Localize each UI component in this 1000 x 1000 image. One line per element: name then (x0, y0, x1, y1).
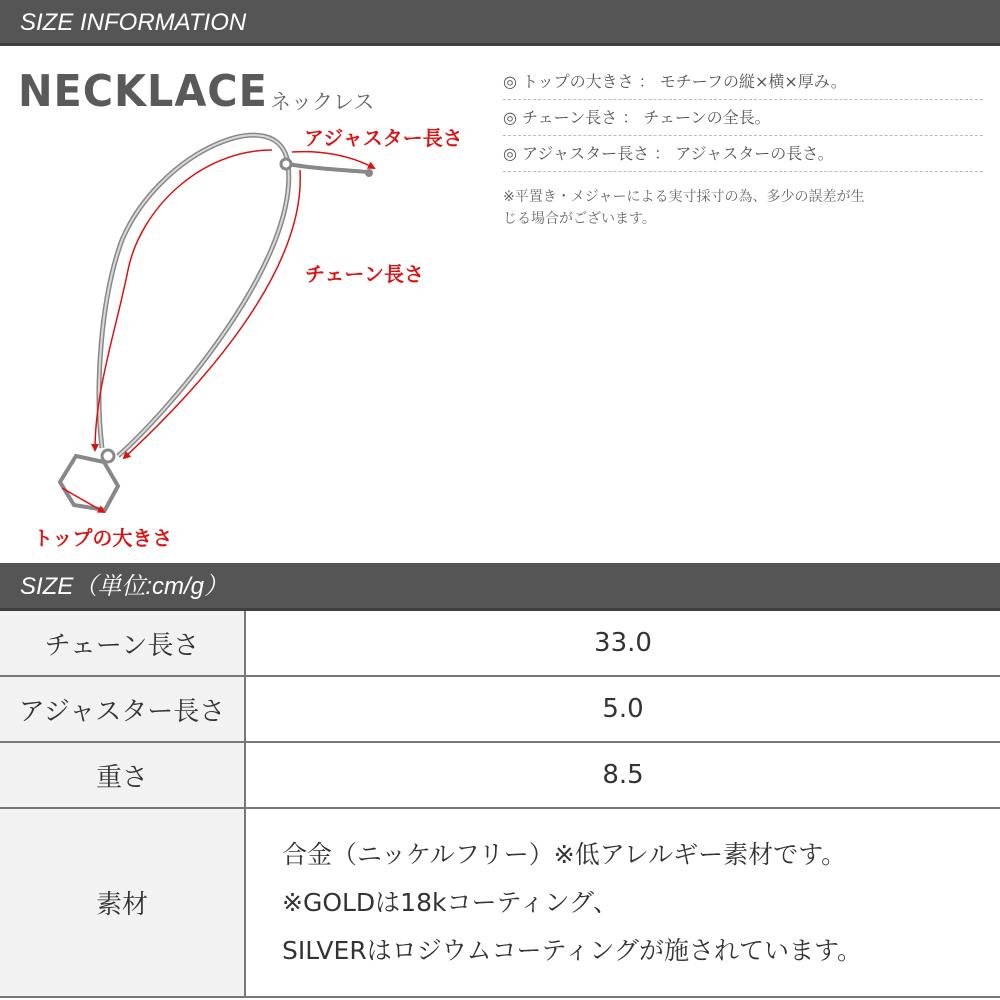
row-label-adjuster-length: アジャスター長さ (0, 676, 245, 742)
material-line-3: SILVERはロジウムコーティングが施されています。 (282, 935, 862, 965)
disclaimer-line-1: ※平置き・メジャーによる実寸採寸の為、多少の誤差が生 (503, 189, 865, 205)
pendant-top (60, 456, 118, 510)
chain-line-highlight (99, 135, 289, 456)
top-size-label: トップの大きさ (33, 526, 173, 550)
table-row (0, 808, 1000, 997)
size-header-title: SIZE（単位:cm/g） (20, 573, 229, 600)
measurement-notes (503, 64, 983, 230)
row-value-adjuster-length: 5.0 (245, 676, 1000, 742)
chain-length-label: チェーン長さ (305, 262, 424, 286)
table-row (0, 742, 1000, 808)
clasp-ring (281, 159, 291, 169)
disclaimer-line-2: じる場合がございます。 (503, 211, 656, 227)
size-header (0, 563, 1000, 611)
chain-line (99, 135, 289, 456)
note-chain-length: ◎ チェーン長さ ： チェーンの全長。 (503, 100, 983, 136)
row-label-chain-length: チェーン長さ (0, 611, 245, 676)
adjuster-length-label: アジャスター長さ (304, 126, 463, 150)
material-line-2: ※GOLDは18kコーティング、 (282, 887, 618, 917)
material-line-1: 合金（ニッケルフリー）※低アレルギー素材です。 (282, 839, 847, 869)
necklace-subtitle: ネックレス (270, 90, 375, 114)
row-label-material: 素材 (0, 808, 245, 997)
table-row (0, 611, 1000, 676)
size-table (0, 611, 1000, 998)
row-value-weight: 8.5 (245, 742, 1000, 808)
adjuster-end (365, 169, 373, 177)
row-value-chain-length: 33.0 (245, 611, 1000, 676)
size-information-header (0, 0, 1000, 46)
chain-length-arrow-right (124, 170, 300, 458)
note-top-size: ◎ トップの大きさ ： モチーフの縦×横×厚み。 (503, 64, 983, 100)
necklace-title: NECKLACE (18, 66, 268, 117)
row-label-weight: 重さ (0, 742, 245, 808)
row-value-material (245, 808, 1000, 997)
header-title: SIZE INFORMATION (20, 9, 247, 36)
measurement-disclaimer (503, 186, 983, 230)
table-row (0, 676, 1000, 742)
note-adjuster-length: ◎ アジャスター長さ ： アジャスターの長さ。 (503, 136, 983, 172)
